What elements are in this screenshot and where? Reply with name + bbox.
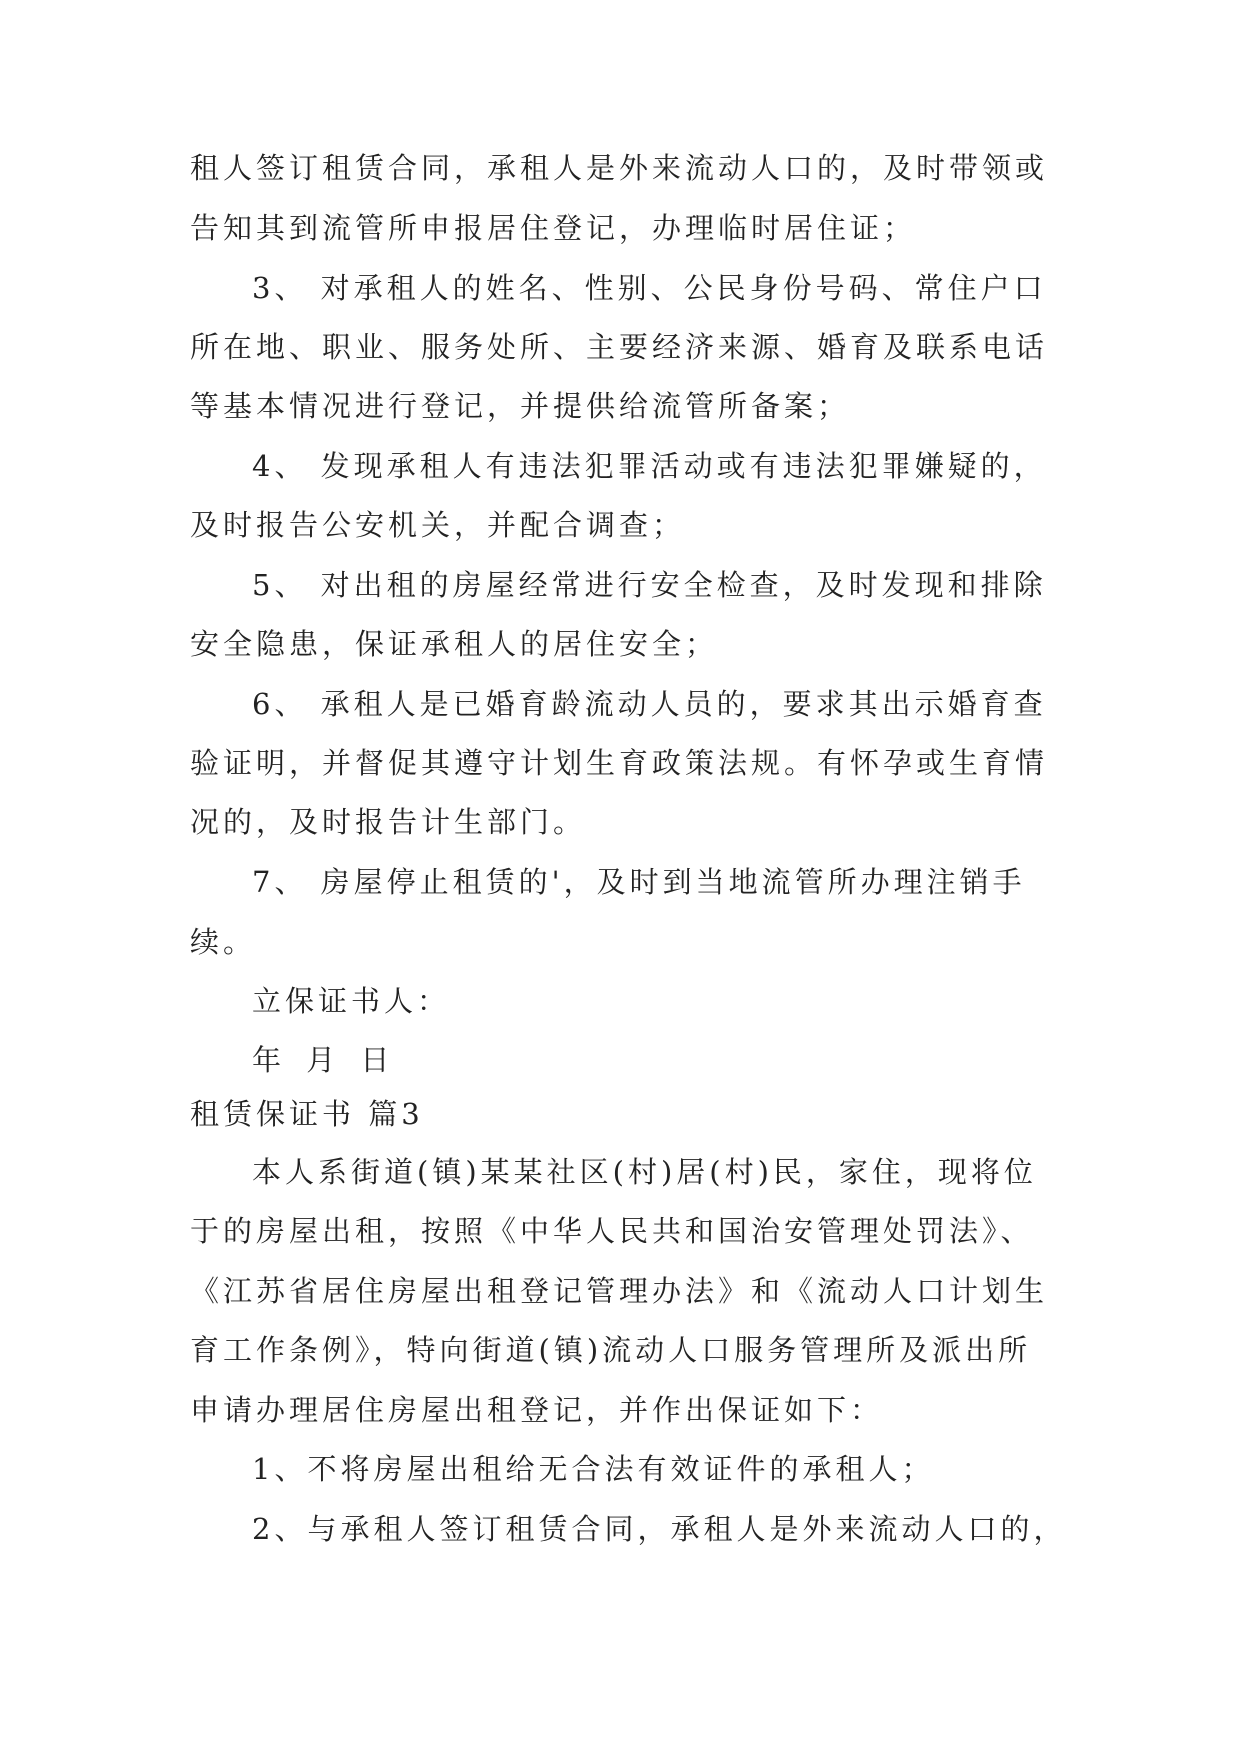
text-line: 验证明，并督促其遵守计划生育政策法规。有怀孕或生育情 <box>190 746 1049 780</box>
date-line: 年 月 日 <box>252 1043 394 1077</box>
text-line: 育工作条例》，特向街道(镇)流动人口服务管理所及派出所 <box>190 1333 1032 1367</box>
text-line: 3、 对承租人的姓名、性别、公民身份号码、常住户口 <box>252 271 1047 305</box>
text-line: 及时报告公安机关，并配合调查； <box>190 508 686 542</box>
section-heading: 租赁保证书 篇3 <box>190 1097 424 1131</box>
text-line: 所在地、职业、服务处所、主要经济来源、婚育及联系电话 <box>190 330 1049 364</box>
text-line: 4、 发现承租人有违法犯罪活动或有违法犯罪嫌疑的， <box>252 449 1047 483</box>
text-line: 2、与承租人签订租赁合同，承租人是外来流动人口的， <box>252 1512 1067 1546</box>
text-line: 告知其到流管所申报居住登记，办理临时居住证； <box>190 211 917 245</box>
text-line: 5、 对出租的房屋经常进行安全检查，及时发现和排除 <box>252 568 1047 602</box>
text-line: 租人签订租赁合同，承租人是外来流动人口的，及时带领或 <box>190 151 1049 185</box>
text-line: 于的房屋出租，按照《中华人民共和国治安管理处罚法》、 <box>190 1214 1034 1248</box>
text-line: 《江苏省居住房屋出租登记管理办法》和《流动人口计划生 <box>190 1274 1049 1308</box>
text-line: 1、不将房屋出租给无合法有效证件的承租人； <box>252 1452 935 1486</box>
signatory-label: 立保证书人： <box>252 984 451 1018</box>
text-line: 续。 <box>190 925 257 959</box>
text-line: 6、 承租人是已婚育龄流动人员的，要求其出示婚育查 <box>252 687 1047 721</box>
text-line: 等基本情况进行登记，并提供给流管所备案； <box>190 389 851 423</box>
text-line: 安全隐患，保证承租人的居住安全； <box>190 627 719 661</box>
text-line: 申请办理居住房屋出租登记，并作出保证如下： <box>190 1393 884 1427</box>
text-line: 7、 房屋停止租赁的'，及时到当地流管所办理注销手 <box>252 865 1026 899</box>
text-line: 本人系街道(镇)某某社区(村)居(村)民，家住，现将位 <box>252 1155 1037 1189</box>
text-line: 况的，及时报告计生部门。 <box>190 805 587 839</box>
